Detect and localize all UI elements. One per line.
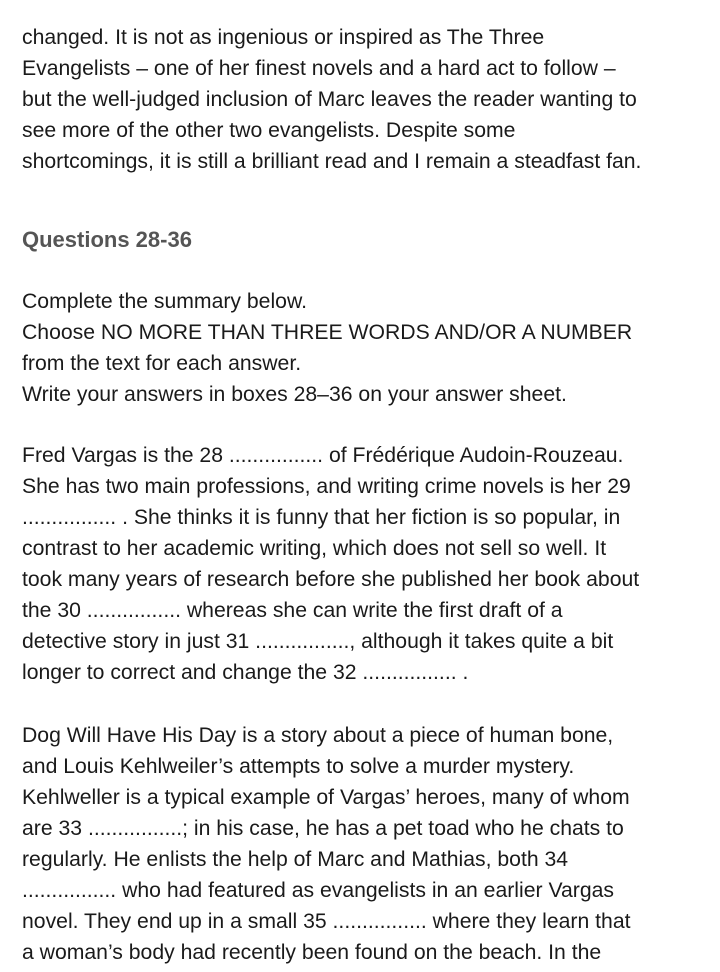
text-line: ................ . She thinks it is funny that her fiction is so popular, in xyxy=(22,506,621,529)
instruction-line: Write your answers in boxes 28–36 on your answer sheet. xyxy=(22,383,567,406)
summary-paragraph-2 xyxy=(22,720,631,968)
questions-heading: Questions 28-36 xyxy=(22,227,192,252)
text-line: regularly. He enlists the help of Marc and Mathias, both 34 xyxy=(22,848,569,871)
text-line: changed. It is not as ingenious or inspired as The Three xyxy=(22,26,545,49)
intro-paragraph xyxy=(22,22,641,177)
text-line: novel. They end up in a small 35 ................ where they learn that xyxy=(22,910,631,933)
instructions-paragraph xyxy=(22,286,632,410)
text-line: She has two main professions, and writing crime novels is her 29 xyxy=(22,475,631,498)
summary-paragraph-1 xyxy=(22,440,639,688)
instruction-line: from the text for each answer. xyxy=(22,352,302,375)
text-line: shortcomings, it is still a brilliant read and I remain a steadfast fan. xyxy=(22,150,642,173)
text-line: and Louis Kehlweiler’s attempts to solve a murder mystery. xyxy=(22,755,575,778)
text-line: see more of the other two evangelists. Despite some xyxy=(22,119,516,142)
text-line: but the well-judged inclusion of Marc leaves the reader wanting to xyxy=(22,88,637,111)
text-line: contrast to her academic writing, which does not sell so well. It xyxy=(22,537,607,560)
text-line: Evangelists – one of her finest novels and a hard act to follow – xyxy=(22,57,616,80)
text-line: ................ who had featured as evangelists in an earlier Vargas xyxy=(22,879,614,902)
text-line: a woman’s body had recently been found on the beach. In the xyxy=(22,941,602,964)
text-line: Fred Vargas is the 28 ................ of Frédérique Audoin-Rouzeau. xyxy=(22,444,624,467)
text-line: Dog Will Have His Day is a story about a piece of human bone, xyxy=(22,724,614,747)
text-line: the 30 ................ whereas she can write the first draft of a xyxy=(22,599,563,622)
instruction-line: Choose NO MORE THAN THREE WORDS AND/OR A NUMBER xyxy=(22,321,633,344)
instruction-line: Complete the summary below. xyxy=(22,290,307,313)
text-line: are 33 ................; in his case, he has a pet toad who he chats to xyxy=(22,817,624,840)
text-line: detective story in just 31 ................, although it takes quite a bit xyxy=(22,630,614,653)
text-line: longer to correct and change the 32 ................ . xyxy=(22,661,469,684)
text-line: took many years of research before she published her book about xyxy=(22,568,640,591)
text-line: Kehlweller is a typical example of Vargas’ heroes, many of whom xyxy=(22,786,630,809)
